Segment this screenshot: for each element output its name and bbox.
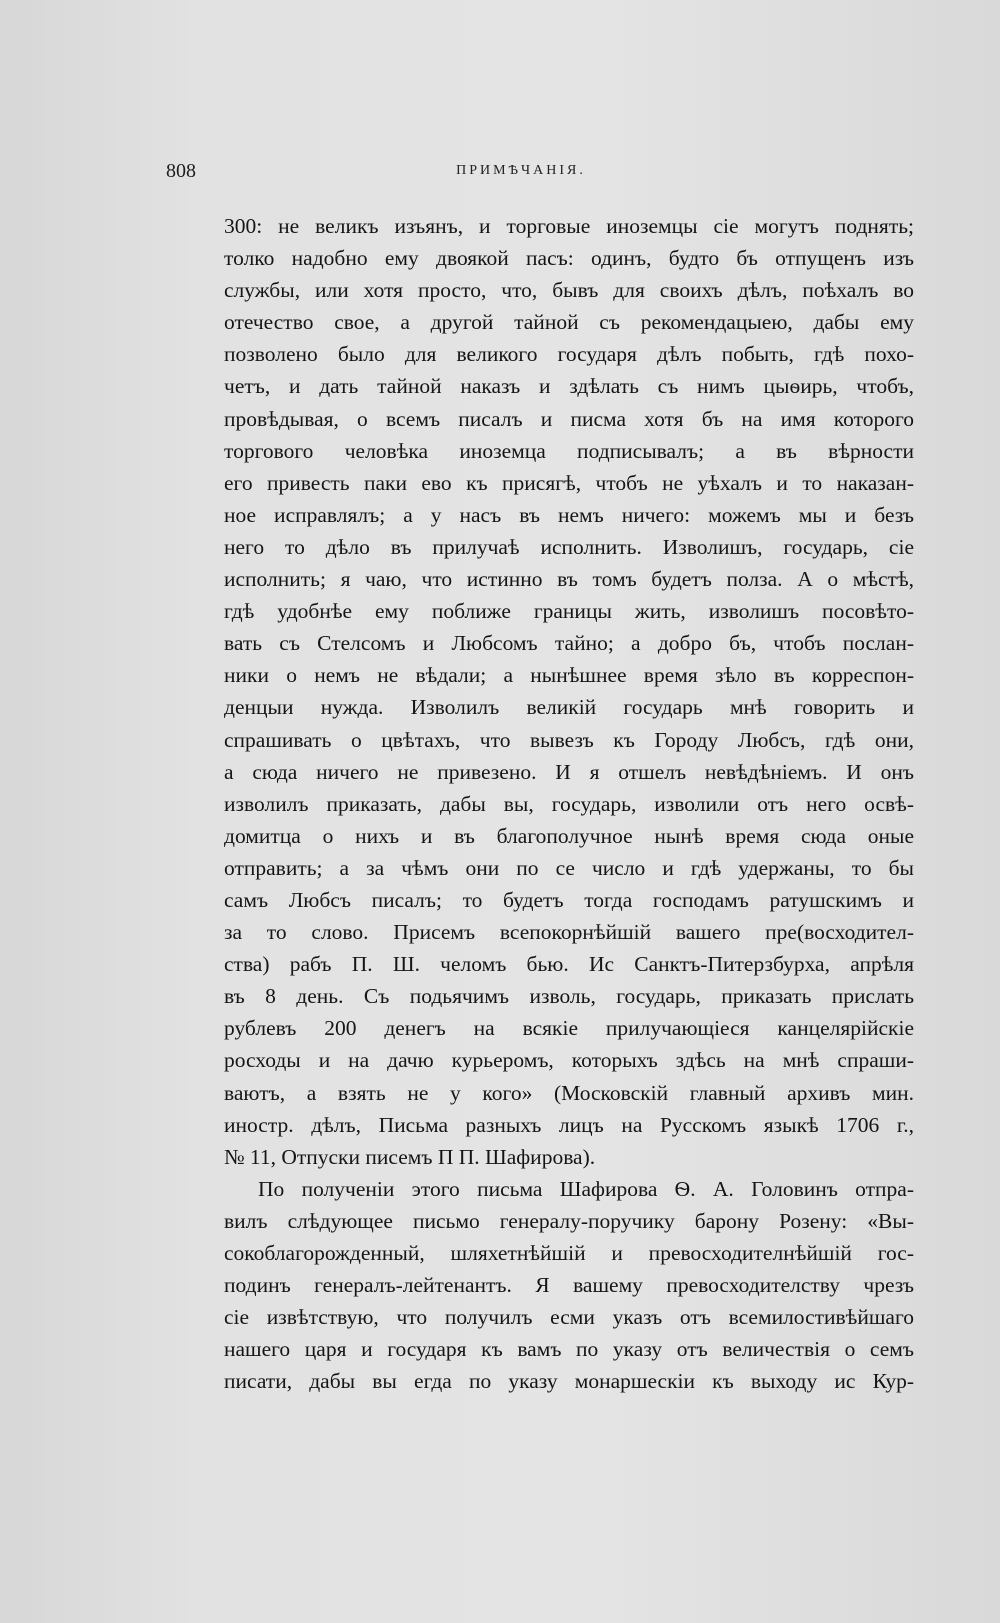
text-line: изволилъ приказать, дабы вы, государь, изволили отъ него освѣ- (224, 791, 914, 816)
text-line: По полученіи этого письма Шафирова Ѳ. А. Головинъ отпра- (258, 1176, 914, 1201)
text-line: домитца о нихъ и въ благополучное нынѣ время сюда оные (224, 823, 914, 848)
text-line: вать съ Стелсомъ и Любсомъ тайно; а добро бъ, чтобъ послан- (224, 631, 914, 656)
running-title: ПРИМѢЧАНІЯ. (456, 163, 586, 178)
text-line: сокоблагорожденный, шляхетнѣйшій и превосходителнѣйшій гос- (224, 1241, 914, 1265)
text-line: него то дѣло въ прилучаѣ исполнить. Изволишъ, государь, сіе (224, 534, 914, 559)
text-line: 300: не великъ изъянъ, и торговые иноземцы сіе могутъ поднять; (224, 214, 914, 238)
text-line: за то слово. Присемъ всепокорнѣйшій вашего пре(восходител- (224, 920, 914, 945)
text-line: подинъ генералъ-лейтенантъ. Я вашему превосходителству чрезъ (224, 1273, 914, 1298)
text-line: исполнить; я чаю, что истинно въ томъ будетъ полза. А о мѣстѣ, (224, 567, 914, 592)
text-line: № 11, Отпуски писемъ П П. Шафирова). (224, 1144, 596, 1169)
text-line: ства) рабъ П. Ш. челомъ бью. Ис Санктъ-Питерзбурха, апрѣля (224, 952, 914, 977)
text-line: вилъ слѣдующее письмо генералу-поручику барону Розену: «Вы- (224, 1208, 914, 1233)
paragraph-2 (224, 1173, 914, 1398)
text-line: провѣдывая, о всемъ писалъ и писма хотя бъ на имя которого (224, 406, 914, 431)
text-line: писати, дабы вы егда по указу монаршескіи къ выходу ис Кур- (224, 1369, 914, 1394)
text-line: ваютъ, а взять не у кого» (Московскій главный архивъ мин. (224, 1080, 914, 1105)
text-line: спрашивать о цвѣтахъ, что вывезъ къ Городу Любсъ, гдѣ они, (224, 727, 914, 752)
text-line: иностр. дѣлъ, Письма разныхъ лицъ на Русскомъ языкѣ 1706 г., (224, 1112, 914, 1137)
text-line: ное исправлялъ; а у насъ въ немъ ничего: можемъ мы и безъ (224, 502, 914, 527)
text-line: гдѣ удобнѣе ему поближе границы жить, изволишъ посовѣто- (224, 599, 914, 624)
paragraph-1 (224, 210, 914, 1173)
text-line: позволено было для великого государя дѣлъ побыть, гдѣ похо- (224, 342, 914, 367)
text-line: четъ, и дать тайной наказъ и здѣлать съ нимъ цыѳирь, чтобъ, (224, 374, 914, 399)
text-line: его привесть паки ево къ присягѣ, чтобъ не уѣхалъ и то наказан- (224, 470, 914, 495)
page-number: 808 (166, 160, 196, 182)
text-line: рублевъ 200 денегъ на всякіе прилучающіеся канцелярійскіе (224, 1016, 914, 1041)
text-line: отечество свое, а другой тайной съ рекомендацыею, дабы ему (224, 310, 914, 335)
text-line: службы, или хотя просто, что, бывъ для своихъ дѣлъ, поѣхалъ во (224, 278, 914, 303)
text-line: сіе извѣтствую, что получилъ есми указъ отъ всемилостивѣйшаго (224, 1305, 914, 1330)
text-line: въ 8 день. Съ подьячимъ изволь, государь, приказать прислать (224, 984, 914, 1009)
text-line: нашего царя и государя къ вамъ по указу отъ величествія о семъ (224, 1337, 914, 1362)
body-text (224, 210, 914, 1397)
text-line: росходы и на дачю курьеромъ, которыхъ здѣсь на мнѣ спраши- (224, 1048, 914, 1073)
text-line: денцыи нужда. Изволилъ великій государь мнѣ говорить и (224, 695, 914, 720)
text-line: торгового человѣка иноземца подписывалъ; а въ вѣрности (224, 438, 914, 463)
page-header (166, 160, 876, 190)
text-line: толко надобно ему двоякой пасъ: одинъ, будто бъ отпущенъ изъ (224, 246, 914, 271)
text-line: ники о немъ не вѣдали; а нынѣшнее время зѣло въ корреспон- (224, 663, 914, 688)
text-line: самъ Любсъ писалъ; то будетъ тогда господамъ ратушскимъ и (224, 887, 914, 912)
text-line: а сюда ничего не привезено. И я отшелъ невѣдѣніемъ. И онъ (224, 759, 914, 784)
text-line: отправить; а за чѣмъ они по се число и гдѣ удержаны, то бы (224, 855, 914, 880)
